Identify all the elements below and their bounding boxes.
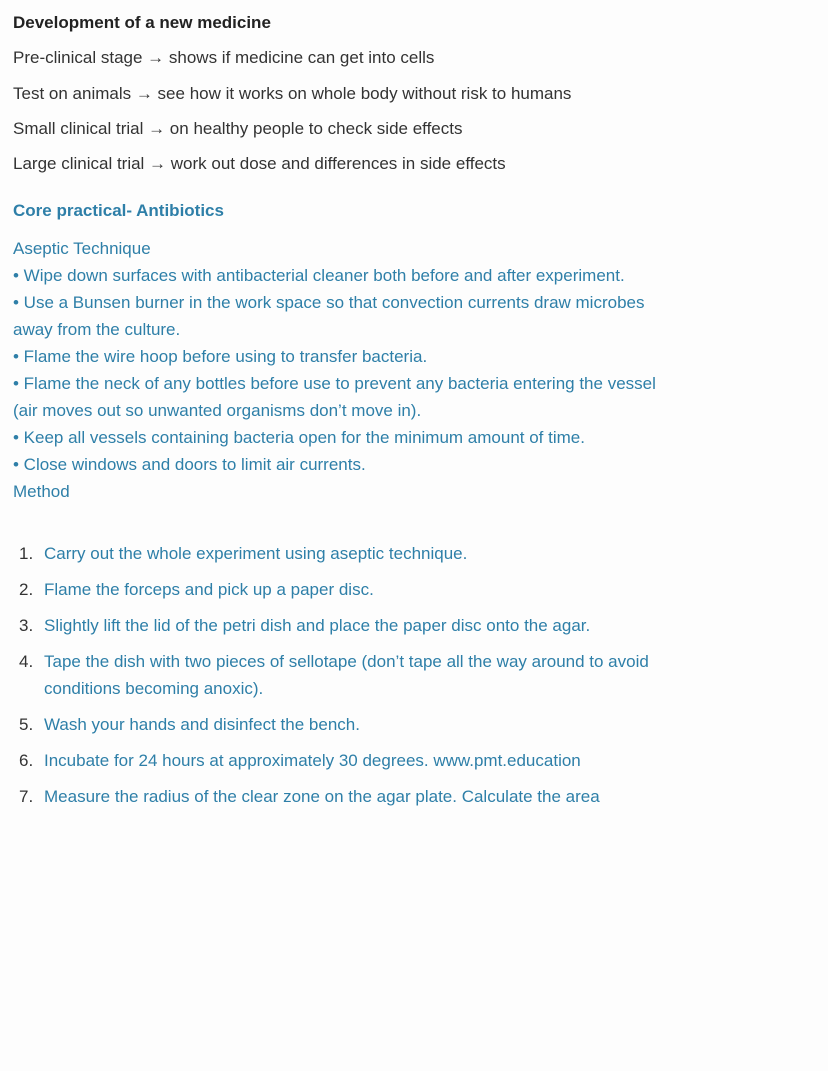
method-step [13,783,673,810]
step-text: Measure the radius of the clear zone on the agar plate. Calculate the area [44,787,600,806]
aseptic-bullet: • Keep all vessels containing bacteria open for the minimum amount of time. [13,428,585,447]
aseptic-bullet: • Use a Bunsen burner in the work space so that convection currents draw microbes away from the culture. [13,293,645,339]
step-text: Flame the forceps and pick up a paper disc. [44,580,374,599]
aseptic-bullet: • Wipe down surfaces with antibacterial cleaner both before and after experiment. [13,266,625,285]
aseptic-heading: Aseptic Technique [13,239,151,258]
step-number: 7. [19,787,34,806]
aseptic-bullet: • Close windows and doors to limit air currents. [13,455,366,474]
step-text: Slightly lift the lid of the petri dish and place the paper disc onto the agar. [44,616,591,635]
step-number: 1. [19,544,34,563]
aseptic-bullet: • Flame the neck of any bottles before use to prevent any bacteria entering the vessel (air moves out so unwanted organisms don’t move in). [13,374,656,420]
development-heading: Development of a new medicine [13,13,271,32]
method-step [13,576,673,603]
development-line-large-trial: Large clinical trial → work out dose and differences in side effects [13,154,506,173]
step-text: Carry out the whole experiment using aseptic technique. [44,544,468,563]
aseptic-section [13,235,663,505]
method-step [13,648,673,702]
method-step [13,540,673,567]
method-step [13,612,673,639]
aseptic-bullet: • Flame the wire hoop before using to transfer bacteria. [13,347,428,366]
step-text: Wash your hands and disinfect the bench. [44,715,360,734]
step-number: 6. [19,751,34,770]
core-practical-heading: Core practical- Antibiotics [13,201,224,220]
step-number: 2. [19,580,34,599]
step-number: 4. [19,652,34,671]
method-heading: Method [13,482,70,501]
step-text: Tape the dish with two pieces of sellotape (don’t tape all the way around to avoid conditions becoming anoxic). [44,652,649,698]
development-line-small-trial: Small clinical trial → on healthy people to check side effects [13,119,463,138]
method-step [13,711,673,738]
step-number: 5. [19,715,34,734]
method-steps-list [13,540,673,819]
method-step [13,747,673,774]
step-text: Incubate for 24 hours at approximately 30 degrees. www.pmt.education [44,751,581,770]
development-line-animals: Test on animals → see how it works on whole body without risk to humans [13,84,572,103]
step-number: 3. [19,616,34,635]
development-line-preclinical: Pre-clinical stage → shows if medicine can get into cells [13,48,435,67]
